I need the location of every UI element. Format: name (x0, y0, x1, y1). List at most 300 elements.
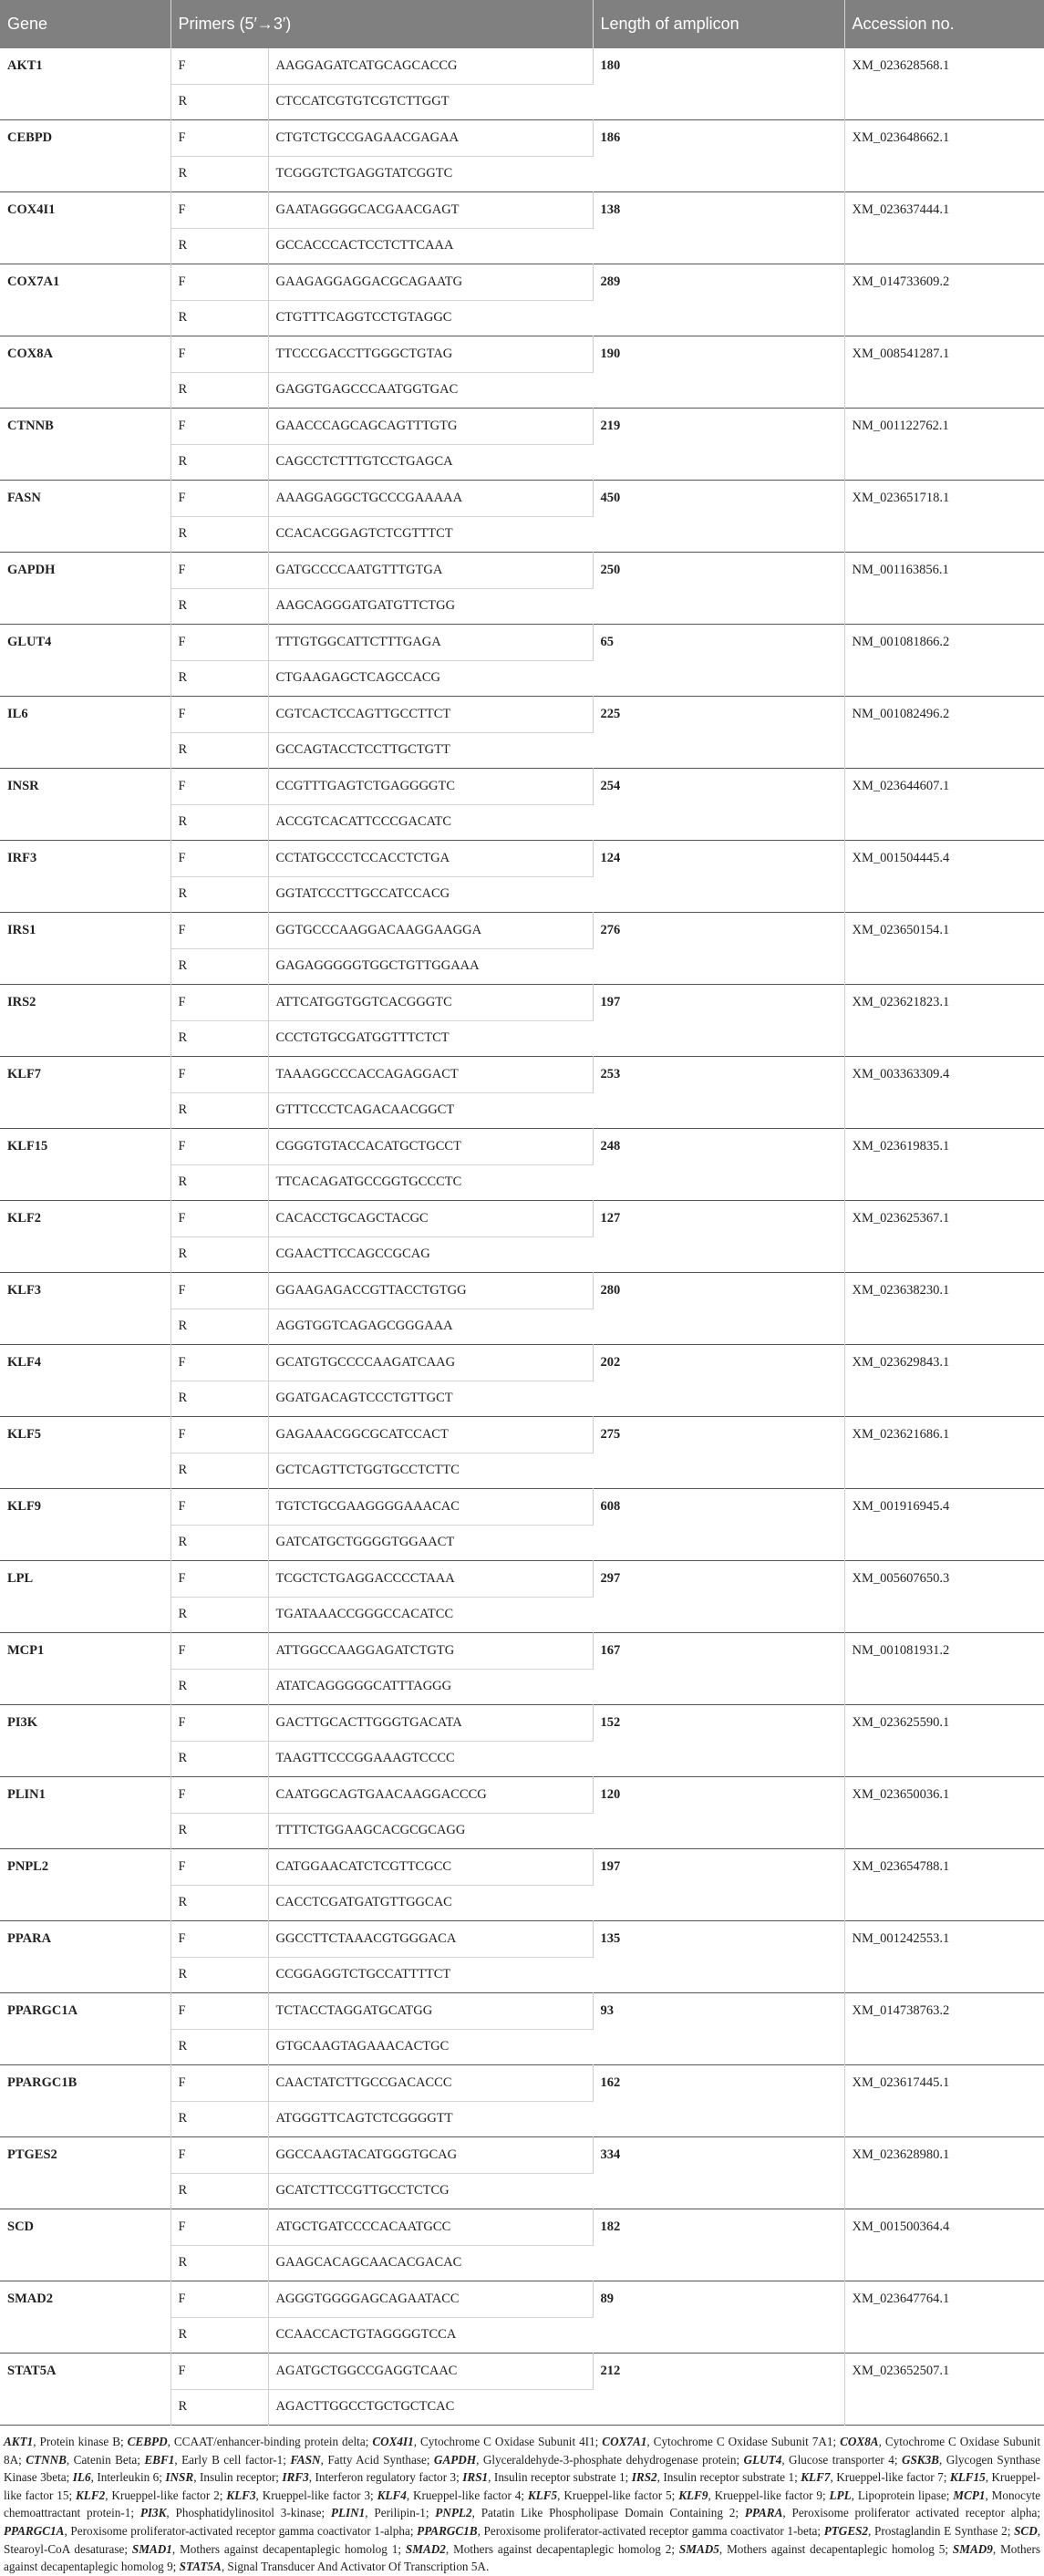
footnote-definition: Krueppel-like factor 15 (4, 2470, 1040, 2502)
forward-primer-sequence: GAACCCAGCAGCAGTTTGTG (268, 409, 593, 445)
footnote-definition: Interleukin 6 (97, 2470, 160, 2485)
gene-cell: COX7A1 (0, 264, 171, 336)
table-row (0, 985, 1044, 1021)
accession-number: XM_023628568.1 (852, 58, 950, 73)
primer-direction-reverse: R (171, 1885, 268, 1921)
gene-cell: PLIN1 (0, 1777, 171, 1849)
gene-cell: CTNNB (0, 409, 171, 481)
footnote-abbreviation: CEBPD (127, 2435, 168, 2448)
forward-primer-sequence: GAAGAGGAGGACGCAGAATG (268, 264, 593, 301)
primer-direction-reverse: R (171, 588, 268, 625)
footnote-definition: Cytochrome C Oxidase Subunit 4I1 (420, 2435, 595, 2448)
amplicon-length: 197 (593, 1849, 844, 1921)
forward-primer-sequence: CACACCTGCAGCTACGC (268, 1201, 593, 1237)
forward-primer-sequence: TCGCTCTGAGGACCCCTAAA (268, 1561, 593, 1598)
reverse-primer-sequence: GCCACCCACTCCTCTTCAAA (268, 228, 593, 264)
gene-cell: LPL (0, 1561, 171, 1633)
gene-cell: KLF2 (0, 1201, 171, 1273)
gene-cell: MCP1 (0, 1633, 171, 1705)
table-row (0, 2354, 1044, 2390)
primer-direction-forward: F (171, 2354, 268, 2390)
amplicon-length: 162 (593, 2065, 844, 2137)
reverse-primer-sequence: GCCAGTACCTCCTTGCTGTT (268, 732, 593, 769)
reverse-primer-sequence: CCAACCACTGTAGGGGTCCA (268, 2317, 593, 2354)
footnote-abbreviation: GLUT4 (743, 2452, 782, 2467)
footnote-abbreviation: SMAD2 (405, 2541, 446, 2556)
accession-number: XM_005607650.3 (844, 1561, 1044, 1633)
footnote-abbreviation: COX4I1 (372, 2435, 414, 2448)
table-row (0, 625, 1044, 661)
primer-direction-reverse: R (171, 876, 268, 913)
footnote-abbreviation: COX7A1 (602, 2435, 647, 2448)
footnote-abbreviation: IRS1 (462, 2470, 489, 2485)
gene-cell: SMAD2 (0, 2281, 171, 2354)
reverse-primer-sequence: GGTATCCCTTGCCATCCACG (268, 876, 593, 913)
gene-cell: AKT1 (0, 48, 171, 120)
forward-primer-sequence: GGCCTTCTAAACGTGGGACA (268, 1921, 593, 1958)
table-row (0, 697, 1044, 733)
forward-primer-sequence: TGTCTGCGAAGGGGAAACAC (268, 1489, 593, 1526)
reverse-primer-sequence: CTCCATCGTGTCGTCTTGGT (268, 84, 593, 120)
gene-cell: INSR (0, 769, 171, 841)
reverse-primer-sequence: AAGCAGGGATGATGTTCTGG (268, 588, 593, 625)
gene-cell: PPARGC1B (0, 2065, 171, 2137)
header-primers: Primers (5′→3′) (171, 0, 593, 48)
table-row (0, 1417, 1044, 1454)
forward-primer-sequence: AGATGCTGGCCGAGGTCAAC (268, 2354, 593, 2390)
forward-primer-sequence: CTGTCTGCCGAGAACGAGAA (268, 120, 593, 157)
reverse-primer-sequence: ATGGGTTCAGTCTCGGGGTT (268, 2101, 593, 2137)
reverse-primer-sequence: GTGCAAGTAGAAACACTGC (268, 2029, 593, 2065)
footnote-definition: Peroxisome proliferator-activated receptor gamma coactivator 1-alpha (70, 2523, 410, 2538)
primer-direction-forward: F (171, 48, 268, 84)
footnote-abbreviation: SMAD9 (952, 2541, 993, 2556)
primer-direction-reverse: R (171, 2101, 268, 2137)
primer-direction-reverse: R (171, 1164, 268, 1201)
footnote-abbreviation: IRS2 (631, 2470, 657, 2485)
table-row (0, 913, 1044, 949)
footnote-abbreviation: CTNNB (26, 2452, 67, 2467)
table-row (0, 409, 1044, 445)
amplicon-length: 275 (593, 1417, 844, 1489)
gene-cell: SCD (0, 2209, 171, 2281)
footnote-abbreviation: PI3K (140, 2506, 167, 2520)
gene-cell: COX8A (0, 336, 171, 409)
header-row (0, 0, 1044, 48)
table-row (0, 1345, 1044, 1381)
accession-number: XM_023651718.1 (844, 481, 1044, 553)
amplicon-length: 280 (593, 1273, 844, 1345)
footnote-definition: Stearoyl-CoA desaturase (4, 2541, 125, 2556)
reverse-primer-sequence: GCATCTTCCGTTGCCTCTCG (268, 2173, 593, 2209)
amplicon-length: 138 (593, 192, 844, 264)
table-row (0, 1057, 1044, 1093)
footnote-abbreviation: PPARA (744, 2506, 783, 2520)
reverse-primer-sequence: TTCACAGATGCCGGTGCCCTC (268, 1164, 593, 1201)
forward-primer-sequence: GGCCAAGTACATGGGTGCAG (268, 2137, 593, 2174)
primer-direction-forward: F (171, 120, 268, 157)
accession-number: NM_001163856.1 (844, 553, 1044, 625)
footnote-definition: Insulin receptor (199, 2470, 276, 2485)
primer-direction-forward: F (171, 1345, 268, 1381)
reverse-primer-sequence: CCACACGGAGTCTCGTTTCT (268, 516, 593, 553)
footnote-definition: Cytochrome C Oxidase Subunit 7A1 (653, 2435, 833, 2448)
gene-cell: KLF3 (0, 1273, 171, 1345)
primer-direction-reverse: R (171, 84, 268, 120)
primer-direction-forward: F (171, 1057, 268, 1093)
forward-primer-sequence: GCATGTGCCCCAAGATCAAG (268, 1345, 593, 1381)
gene-cell: KLF5 (0, 1417, 171, 1489)
primer-direction-reverse: R (171, 1597, 268, 1633)
table-row (0, 1561, 1044, 1598)
forward-primer-sequence: TTCCCGACCTTGGGCTGTAG (268, 336, 593, 373)
forward-primer-sequence: CCTATGCCCTCCACCTCTGA (268, 841, 593, 877)
reverse-primer-sequence: GAAGCACAGCAACACGACAC (268, 2245, 593, 2281)
primer-direction-reverse: R (171, 300, 268, 336)
accession-number: NM_001242553.1 (844, 1921, 1044, 1993)
gene-cell: CEBPD (0, 120, 171, 192)
primer-direction-reverse: R (171, 156, 268, 192)
footnote-definition: Insulin receptor substrate 1 (493, 2470, 625, 2485)
reverse-primer-sequence: CTGAAGAGCTCAGCCACG (268, 660, 593, 697)
forward-primer-sequence: TCTACCTAGGATGCATGG (268, 1993, 593, 2030)
amplicon-length: 180 (593, 48, 844, 120)
reverse-primer-sequence: GCTCAGTTCTGGTGCCTCTTC (268, 1453, 593, 1489)
reverse-primer-sequence: CCGGAGGTCTGCCATTTTCT (268, 1957, 593, 1993)
table-row (0, 1993, 1044, 2030)
footnote-definition: Krueppel-like factor 5 (563, 2488, 672, 2502)
table-row (0, 1201, 1044, 1237)
reverse-primer-sequence: CAGCCTCTTTGTCCTGAGCA (268, 444, 593, 481)
table-body (0, 48, 1044, 2426)
forward-primer-sequence: CAATGGCAGTGAACAAGGACCCG (268, 1777, 593, 1814)
forward-primer-sequence: GATGCCCCAATGTTTGTGA (268, 553, 593, 589)
table-row (0, 2209, 1044, 2246)
accession-number: XM_003363309.4 (844, 1057, 1044, 1129)
table-row (0, 2137, 1044, 2174)
table-row (0, 264, 1044, 301)
gene-cell: KLF15 (0, 1129, 171, 1201)
reverse-primer-sequence: GAGAGGGGGTGGCTGTTGGAAA (268, 948, 593, 985)
amplicon-length: 253 (593, 1057, 844, 1129)
gene-cell: STAT5A (0, 2354, 171, 2426)
accession-number: XM_023619835.1 (844, 1129, 1044, 1201)
primer-direction-forward: F (171, 192, 268, 229)
footnote-abbreviation: KLF9 (678, 2488, 708, 2502)
primer-direction-forward: F (171, 1921, 268, 1958)
accession-number: NM_001082496.2 (844, 697, 1044, 769)
primer-direction-forward: F (171, 2137, 268, 2174)
gene-cell: COX4I1 (0, 192, 171, 264)
primer-direction-reverse: R (171, 2029, 268, 2065)
footnote-definition: Perilipin-1 (374, 2506, 426, 2520)
primer-direction-forward: F (171, 841, 268, 877)
footnote-abbreviation: INSR (165, 2470, 194, 2485)
amplicon-length: 124 (593, 841, 844, 913)
primer-direction-forward: F (171, 1993, 268, 2030)
footnote-abbreviation: KLF3 (226, 2488, 256, 2502)
accession-number: XM_023628980.1 (844, 2137, 1044, 2209)
primer-direction-forward: F (171, 1201, 268, 1237)
footnote-abbreviation: GAPDH (433, 2452, 477, 2467)
table-row (0, 769, 1044, 805)
footnote-definition: CCAAT/enhancer-binding protein delta (173, 2435, 366, 2448)
footnote-abbreviation: PPARGC1A (4, 2523, 65, 2538)
reverse-primer-sequence: TTTTCTGGAAGCACGCGCAGG (268, 1813, 593, 1849)
footnote-definition: Krueppel-like factor 9 (714, 2488, 822, 2502)
reverse-primer-sequence: ATATCAGGGGGCATTTAGGG (268, 1669, 593, 1705)
amplicon-length: 276 (593, 913, 844, 985)
amplicon-length: 93 (593, 1993, 844, 2065)
primer-direction-forward: F (171, 336, 268, 373)
reverse-primer-sequence: AGACTTGGCCTGCTGCTCAC (268, 2389, 593, 2426)
table-row (0, 1129, 1044, 1165)
primer-direction-forward: F (171, 264, 268, 301)
primer-direction-reverse: R (171, 804, 268, 841)
amplicon-length: 212 (593, 2354, 844, 2426)
accession-number: XM_023637444.1 (844, 192, 1044, 264)
forward-primer-sequence: TTTGTGGCATTCTTTGAGA (268, 625, 593, 661)
table-row (0, 2065, 1044, 2102)
primer-direction-reverse: R (171, 1309, 268, 1345)
table-row (0, 1777, 1044, 1814)
gene-cell: IRS1 (0, 913, 171, 985)
primer-direction-forward: F (171, 625, 268, 661)
gene-cell: IRF3 (0, 841, 171, 913)
reverse-primer-sequence: CACCTCGATGATGTTGGCAC (268, 1885, 593, 1921)
forward-primer-sequence: CGTCACTCCAGTTGCCTTCT (268, 697, 593, 733)
amplicon-length: 219 (593, 409, 844, 481)
gene-cell: PPARGC1A (0, 1993, 171, 2065)
forward-primer-sequence: GGAAGAGACCGTTACCTGTGG (268, 1273, 593, 1309)
footnote-definition: Interferon regulatory factor 3 (315, 2470, 457, 2485)
accession-number: XM_023621686.1 (844, 1417, 1044, 1489)
footnote-abbreviation: PTGES2 (823, 2523, 869, 2538)
footnote-abbreviation: KLF2 (76, 2488, 106, 2502)
gene-cell: KLF9 (0, 1489, 171, 1561)
primer-direction-forward: F (171, 1129, 268, 1165)
amplicon-length: 152 (593, 1705, 844, 1777)
footnote-abbreviation: IL6 (72, 2470, 91, 2485)
amplicon-length: 135 (593, 1921, 844, 1993)
amplicon-length: 65 (593, 625, 844, 697)
table-row (0, 48, 1044, 84)
primer-direction-reverse: R (171, 660, 268, 697)
forward-primer-sequence: AGGGTGGGGAGCAGAATACC (268, 2281, 593, 2318)
primer-direction-forward: F (171, 1849, 268, 1886)
table-row (0, 481, 1044, 517)
amplicon-length: 186 (593, 120, 844, 192)
primer-direction-reverse: R (171, 1020, 268, 1057)
table-row (0, 841, 1044, 877)
reverse-primer-sequence: TGATAAACCGGGCCACATCC (268, 1597, 593, 1633)
footnote-definition: Patatin Like Phospholipase Domain Containing 2 (481, 2506, 736, 2520)
primer-direction-forward: F (171, 409, 268, 445)
accession-number: XM_023625367.1 (844, 1201, 1044, 1273)
primer-direction-forward: F (171, 481, 268, 517)
accession-number: XM_023621823.1 (844, 985, 1044, 1057)
footnote-abbreviation: AKT1 (4, 2435, 34, 2448)
primer-direction-reverse: R (171, 1236, 268, 1273)
primer-direction-forward: F (171, 1489, 268, 1526)
table-row (0, 1705, 1044, 1742)
table-row (0, 553, 1044, 589)
gene-cell: KLF7 (0, 1057, 171, 1129)
footnote-definition: Protein kinase B (39, 2435, 121, 2448)
footnote-abbreviation: KLF15 (949, 2470, 986, 2485)
footnote-definition: Glyceraldehyde-3-phosphate dehydrogenase protein (482, 2452, 737, 2467)
amplicon-length: 182 (593, 2209, 844, 2281)
footnote-abbreviation: KLF7 (801, 2470, 831, 2485)
header-length: Length of amplicon (593, 0, 844, 48)
gene-cell: IRS2 (0, 985, 171, 1057)
primer-direction-reverse: R (171, 2389, 268, 2426)
accession-number: XM_008541287.1 (844, 336, 1044, 409)
footnote-definition: Lipoprotein lipase (857, 2488, 946, 2502)
forward-primer-sequence: CAACTATCTTGCCGACACCC (268, 2065, 593, 2102)
footnote-abbreviation: KLF5 (527, 2488, 558, 2502)
table-row (0, 120, 1044, 157)
accession-number: XM_023617445.1 (844, 2065, 1044, 2137)
footnote-definition: Insulin receptor substrate 1 (663, 2470, 795, 2485)
table-header (0, 0, 1044, 48)
primer-direction-reverse: R (171, 1957, 268, 1993)
primer-direction-reverse: R (171, 516, 268, 553)
forward-primer-sequence: GAGAAACGGCGCATCCACT (268, 1417, 593, 1454)
footnote-abbreviation: SCD (1014, 2523, 1038, 2538)
reverse-primer-sequence: CCCTGTGCGATGGTTTCTCT (268, 1020, 593, 1057)
accession-number: XM_023654788.1 (844, 1849, 1044, 1921)
footnote-definition: Prostaglandin E Synthase 2 (874, 2523, 1008, 2538)
reverse-primer-sequence: CTGTTTCAGGTCCTGTAGGC (268, 300, 593, 336)
accession-number: XM_014733609.2 (844, 264, 1044, 336)
primer-direction-reverse: R (171, 2245, 268, 2281)
header-gene: Gene (0, 0, 171, 48)
footnote-abbreviation: SMAD5 (678, 2541, 719, 2556)
footnote-abbreviation: SMAD1 (131, 2541, 172, 2556)
primer-direction-reverse: R (171, 372, 268, 409)
header-accession: Accession no. (844, 0, 1044, 48)
amplicon-length: 190 (593, 336, 844, 409)
accession-number: NM_001081866.2 (844, 625, 1044, 697)
primer-direction-forward: F (171, 1417, 268, 1454)
footnote-definition: Krueppel-like factor 7 (836, 2470, 944, 2485)
forward-primer-sequence: GAATAGGGGCACGAACGAGT (268, 192, 593, 229)
amplicon-length: 250 (593, 553, 844, 625)
footnote-abbreviation: FASN (290, 2452, 321, 2467)
primer-direction-forward: F (171, 553, 268, 589)
footnote-definition: Peroxisome proliferator-activated receptor gamma coactivator 1-beta (483, 2523, 818, 2538)
footnote-definition: Peroxisome proliferator activated receptor alpha (791, 2506, 1038, 2520)
forward-primer-sequence: CATGGAACATCTCGTTCGCC (268, 1849, 593, 1886)
footnote-abbreviation: GSK3B (901, 2452, 939, 2467)
amplicon-length: 120 (593, 1777, 844, 1849)
primer-direction-forward: F (171, 1633, 268, 1670)
footnote-abbreviation: PNPL2 (435, 2506, 472, 2520)
reverse-primer-sequence: GATCATGCTGGGGTGGAACT (268, 1525, 593, 1561)
gene-cell: FASN (0, 481, 171, 553)
accession-number: XM_023625590.1 (844, 1705, 1044, 1777)
gene-cell: PNPL2 (0, 1849, 171, 1921)
forward-primer-sequence: GACTTGCACTTGGGTGACATA (268, 1705, 593, 1742)
primer-direction-forward: F (171, 769, 268, 805)
footnote-abbreviation: LPL (829, 2488, 852, 2502)
forward-primer-sequence: AAAGGAGGCTGCCCGAAAAA (268, 481, 593, 517)
gene-cell: GLUT4 (0, 625, 171, 697)
primer-direction-reverse: R (171, 1669, 268, 1705)
accession-number: XM_023650036.1 (844, 1777, 1044, 1849)
amplicon-length: 334 (593, 2137, 844, 2209)
primer-direction-reverse: R (171, 1092, 268, 1129)
primer-direction-forward: F (171, 2065, 268, 2102)
accession-number: XM_023638230.1 (844, 1273, 1044, 1345)
footnote-definition: Mothers against decapentaplegic homolog 9 (4, 2541, 1041, 2574)
gene-cell: PPARA (0, 1921, 171, 1993)
footnote-abbreviation: STAT5A (179, 2560, 222, 2574)
gene-cell: GAPDH (0, 553, 171, 625)
primer-direction-reverse: R (171, 228, 268, 264)
table-row (0, 1921, 1044, 1958)
footnote-abbreviation: IRF3 (282, 2470, 309, 2485)
footnote-definition: Glucose transporter 4 (789, 2452, 894, 2467)
footnote-definition: Krueppel-like factor 3 (262, 2488, 371, 2502)
primer-direction-reverse: R (171, 1453, 268, 1489)
primer-direction-forward: F (171, 1777, 268, 1814)
amplicon-length: 450 (593, 481, 844, 553)
table-row (0, 192, 1044, 229)
gene-cell: KLF4 (0, 1345, 171, 1417)
footnote-abbreviation: PLIN1 (330, 2506, 366, 2520)
gene-cell: PI3K (0, 1705, 171, 1777)
amplicon-length: 167 (593, 1633, 844, 1705)
footnote-definition: Mothers against decapentaplegic homolog 1 (180, 2541, 398, 2556)
reverse-primer-sequence: GAGGTGAGCCCAATGGTGAC (268, 372, 593, 409)
accession-number: NM_001081931.2 (844, 1633, 1044, 1705)
footnote-abbreviation: COX8A (840, 2435, 879, 2448)
reverse-primer-sequence: GGATGACAGTCCCTGTTGCT (268, 1381, 593, 1417)
footnote-abbreviation: MCP1 (953, 2488, 986, 2502)
primer-direction-forward: F (171, 1273, 268, 1309)
reverse-primer-sequence: AGGTGGTCAGAGCGGGAAA (268, 1309, 593, 1345)
reverse-primer-sequence: TAAGTTCCCGGAAAGTCCCC (268, 1741, 593, 1777)
accession-number: NM_001122762.1 (844, 409, 1044, 481)
abbreviations-footnote: AKT1, Protein kinase B; CEBPD, CCAAT/enhancer-binding protein delta; COX4I1, Cytochrome C Oxidase Subunit 4I1; COX7A1, Cytochrome C Oxidase Subunit 7A1; COX8A, Cytochrome C Oxidase Subunit 8A; CTNNB, Catenin Beta; EBF1, Early B cell factor-1; FASN, Fatty Acid Synthase; GAPDH, Glyceraldehyde-3-phosphate dehydrogenase protein; GLUT4, Glucose transporter 4; GSK3B, Glycogen Synthase Kinase 3beta; IL6, Interleukin 6; INSR, Insulin receptor; IRF3, Interferon regulatory factor 3; IRS1, Insulin receptor substrate 1; IRS2, Insulin receptor substrate 1; KLF7, Krueppel-like factor 7; KLF15, Krueppel-like factor 15; KLF2, Krueppel-like factor 2; KLF3, Krueppel-like factor 3; KLF4, Krueppel-like factor 4; KLF5, Krueppel-like factor 5; KLF9, Krueppel-like factor 9; LPL, Lipoprotein lipase; MCP1, Monocyte chemoattractant protein-1; PI3K, Phosphatidylinositol 3-kinase; PLIN1, Perilipin-1; PNPL2, Patatin Like Phospholipase Domain Containing 2; PPARA, Peroxisome proliferator activated receptor alpha; PPARGC1A, Peroxisome proliferator-activated receptor gamma coactivator 1-alpha; PPARGC1B, Peroxisome proliferator-activated receptor gamma coactivator 1-beta; PTGES2, Prostaglandin E Synthase 2; SCD, Stearoyl-CoA desaturase; SMAD1, Mothers against decapentaplegic homolog 1; SMAD2, Mothers against decapentaplegic homolog 2; SMAD5, Mothers against decapentaplegic homolog 5; SMAD9, Mothers against decapentaplegic homolog 9; STAT5A, Signal Transducer And Activator Of Transcription 5A. (4, 2435, 1041, 2574)
primer-direction-forward: F (171, 1561, 268, 1598)
footnote-definition: Early B cell factor-1 (181, 2452, 284, 2467)
reverse-primer-sequence: GTTTCCCTCAGACAACGGCT (268, 1092, 593, 1129)
primer-direction-reverse: R (171, 2317, 268, 2354)
accession-number: XM_023650154.1 (844, 913, 1044, 985)
accession-number: XM_023629843.1 (844, 1345, 1044, 1417)
forward-primer-sequence: ATTGGCCAAGGAGATCTGTG (268, 1633, 593, 1670)
amplicon-length: 297 (593, 1561, 844, 1633)
primer-direction-forward: F (171, 2281, 268, 2318)
amplicon-length: 254 (593, 769, 844, 841)
amplicon-length: 225 (593, 697, 844, 769)
footnote-definition: Phosphatidylinositol 3-kinase (175, 2506, 322, 2520)
primer-direction-reverse: R (171, 1381, 268, 1417)
reverse-primer-sequence: CGAACTTCCAGCCGCAG (268, 1236, 593, 1273)
gene-cell: IL6 (0, 697, 171, 769)
primer-direction-reverse: R (171, 1741, 268, 1777)
primer-direction-forward: F (171, 913, 268, 949)
gene-cell: PTGES2 (0, 2137, 171, 2209)
primer-direction-forward: F (171, 985, 268, 1021)
primer-direction-forward: F (171, 697, 268, 733)
footnote-definition: Mothers against decapentaplegic homolog 2 (453, 2541, 672, 2556)
table-row (0, 2281, 1044, 2318)
accession-number: XM_023648662.1 (844, 120, 1044, 192)
